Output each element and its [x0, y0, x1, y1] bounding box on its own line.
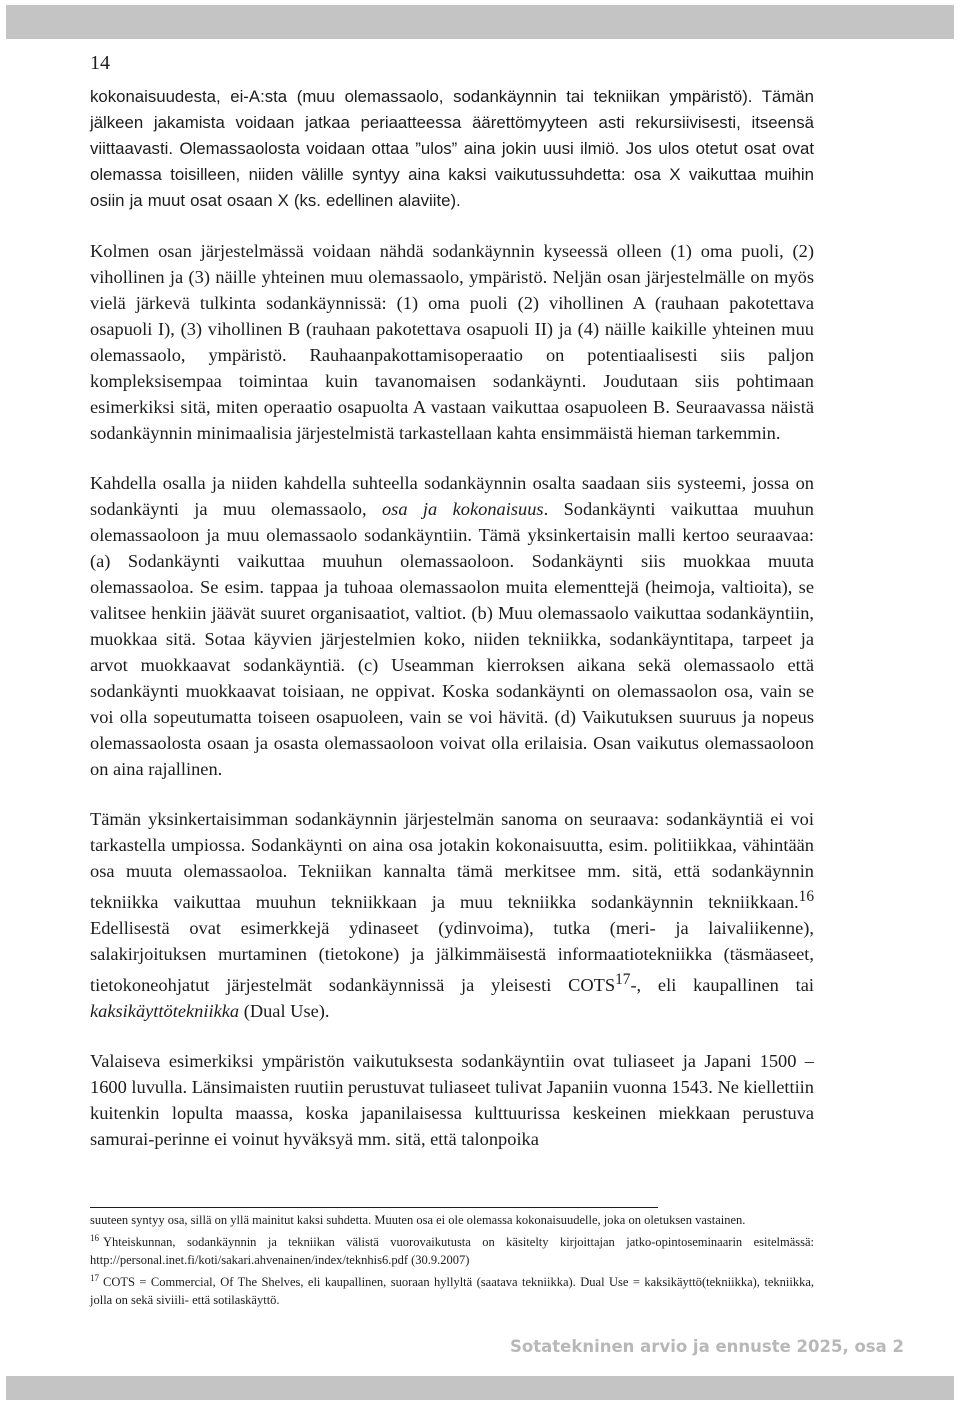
footnote-17	[90, 1269, 814, 1309]
paragraph-4-text-a: Tämän yksinkertaisimman sodankäynnin järjestelmän sanoma on seuraava: sodankäyntiä ei voi tarkastella umpiossa. Sodankäynti on aina osa jotakin kokonaisuutta, esim. politiikkaa, vähintään osa muuta olemassaoloa. Tekniikan kannalta tämä merkitsee mm. sitä, että sodankäynnin tekniikka vaikuttaa muuhun tekniikkaan ja muu tekniikka sodankäynnin tekniikkaan.	[90, 809, 814, 913]
main-text	[90, 84, 814, 1152]
paragraph-3-text-a: Kahdella osalla ja niiden kahdella suhteella sodankäynnin osalta saadaan siis systeemi, jossa on sodankäynti ja muu olemassaolo,	[90, 473, 814, 519]
header-band	[6, 5, 954, 39]
footnote-17-number: 17	[90, 1273, 99, 1284]
footnote-ref-16[interactable]: 16	[798, 888, 814, 905]
paragraph-2: Kolmen osan järjestelmässä voidaan nähdä sodankäynnin kyseessä olleen (1) oma puoli, (2) vihollinen ja (3) näille yhteinen muu olemassaolo, ympäristö. Neljän osan järjestelmälle on myös vielä järkevä tulkinta sodankäynnissä: (1) oma puoli (2) vihollinen A (rauhaan pakotettava osapuoli I), (3) vihollinen B (rauhaan pakotettava osapuoli II) ja (4) näille kaikille yhteinen muu olemassaolo, ympäristö. Rauhaanpakottamisoperaatio on potentiaalisesti siis paljon kompleksisempaa toimintaa kuin tavanomaisen sodankäynti. Joudutaan siis pohtimaan esimerkiksi sitä, miten operaatio osapuolta A vastaan vaikuttaa osapuoleen B. Seuraavassa näistä sodankäynnin minimaalisia järjestelmistä tarkastellaan kahta ensimmäistä hieman tarkemmin.	[90, 241, 814, 443]
footer-band	[6, 1376, 954, 1400]
footnote-continuation: suuteen syntyy osa, sillä on yllä mainitut kaksi suhdetta. Muuten osa ei ole olemassa kokonaisuudelle, joka on oletuksen vastainen.	[90, 1213, 746, 1227]
paragraph-3	[90, 470, 814, 782]
paragraph-4-text-b: Edellisestä ovat esimerkkejä ydinaseet (ydinvoima), tutka (meri- ja laivaliikenne), salakirjoituksen murtaminen (tietokone) ja jälkimmäisestä informaatiotekniikka (täsmäaseet, tietokoneohjatut järjestelmät sodankäynnissä ja yleisesti COTS	[90, 918, 814, 996]
paragraph-5: Valaiseva esimerkiksi ympäristön vaikutuksesta sodankäyntiin ovat tuliaseet ja Japani 1500 – 1600 luvulla. Länsimaisten ruutiin perustuvat tuliaseet tulivat Japaniin vuonna 1543. Ne kiellettiin kuitenkin lopulta maassa, koska japanilaisessa kulttuurissa keskeinen miekkaan perustuva samurai-perinne ei voinut hyväksyä mm. sitä, että talonpoika	[90, 1051, 814, 1150]
paragraph-1: kokonaisuudesta, ei-A:sta (muu olemassaolo, sodankäynnin tai tekniikan ympäristö). Tämän jälkeen jakamista voidaan jatkaa periaatteessa äärettömyyteen asti rekursiivisesti, itseensä viittaavasti. Olemassaolosta voidaan ottaa ”ulos” aina jokin uusi ilmiö. Jos ulos otetut osat ovat olemassa toisilleen, niiden välille syntyy aina kaksi vaikutussuhdetta: osa X vaikuttaa muihin osiin ja muut osat osaan X (ks. edellinen alaviite).	[90, 87, 814, 210]
paragraph-4-text-d: (Dual Use).	[239, 1001, 330, 1022]
footer-title: Sotatekninen arvio ja ennuste 2025, osa 2	[510, 1337, 904, 1356]
footnote-divider	[90, 1207, 658, 1208]
paragraph-4	[90, 806, 814, 1024]
footnote-16-number: 16	[90, 1233, 99, 1243]
paragraph-3-text-b: . Sodankäynti vaikuttaa muuhun olemassaoloon ja muu olemassaolo sodankäyntiin. Tämä yksinkertaisin malli kertoo seuraavaa: (a) Sodankäynti vaikuttaa muuhun olemassaoloon. Sodankäynti siis muokkaa muuta olemassaoloa. Se esim. tappaa ja tuhoaa olemassaolon muita elementtejä (heimoja, valtioita), se valitsee henkiin jäävät suuret organisaatiot, valtiot. (b) Muu olemassaolo vaikuttaa sodankäyntiin, muokkaa sitä. Sotaa käyvien järjestelmien koko, niiden tekniikka, sodankäyntitapa, tarpeet ja arvot muokkaavat sodankäyntiä. (c) Useamman kierroksen aikana sekä olemassaolo että sodankäynti muokkaavat toisiaan, ne oppivat. Koska sodankäynti on olemassaolon osa, vain se voi olla sopeutumatta toiseen osapuoleen, vain se voi hävitä. (d) Vaikutuksen suuruus ja nopeus olemassaolosta osaan ja osasta olemassaoloon voivat olla erilaisia. Osan vaikutus olemassaoloon on aina rajallinen.	[90, 499, 814, 779]
paragraph-4-text-c: -, eli kaupallinen tai	[630, 975, 815, 996]
footnote-ref-17[interactable]: 17	[615, 971, 631, 989]
paragraph-3-emphasis: osa ja kokonaisuus	[381, 499, 544, 519]
footnote-16	[90, 1229, 814, 1269]
footnotes	[90, 1211, 814, 1309]
paragraph-4-emphasis: kaksikäyttötekniikka	[90, 1001, 240, 1022]
page-number: 14	[90, 52, 110, 74]
footnote-17-text: COTS = Commercial, Of The Shelves, eli kaupallinen, suoraan hyllyltä (saatava tekniikka). Dual Use = kaksikäyttö(tekniikka), tekniikka, jolla on sekä siviili- että sotilaskäyttö.	[90, 1275, 814, 1308]
footnote-16-text: Yhteiskunnan, sodankäynnin ja tekniikan välistä vuorovaikutusta on käsitelty kirjoittajan jatko-opintoseminaarin esitelmässä: http://personal.inet.fi/koti/sakari.ahvenainen/index/teknhis6.pdf (30.9.2007)	[90, 1235, 814, 1268]
